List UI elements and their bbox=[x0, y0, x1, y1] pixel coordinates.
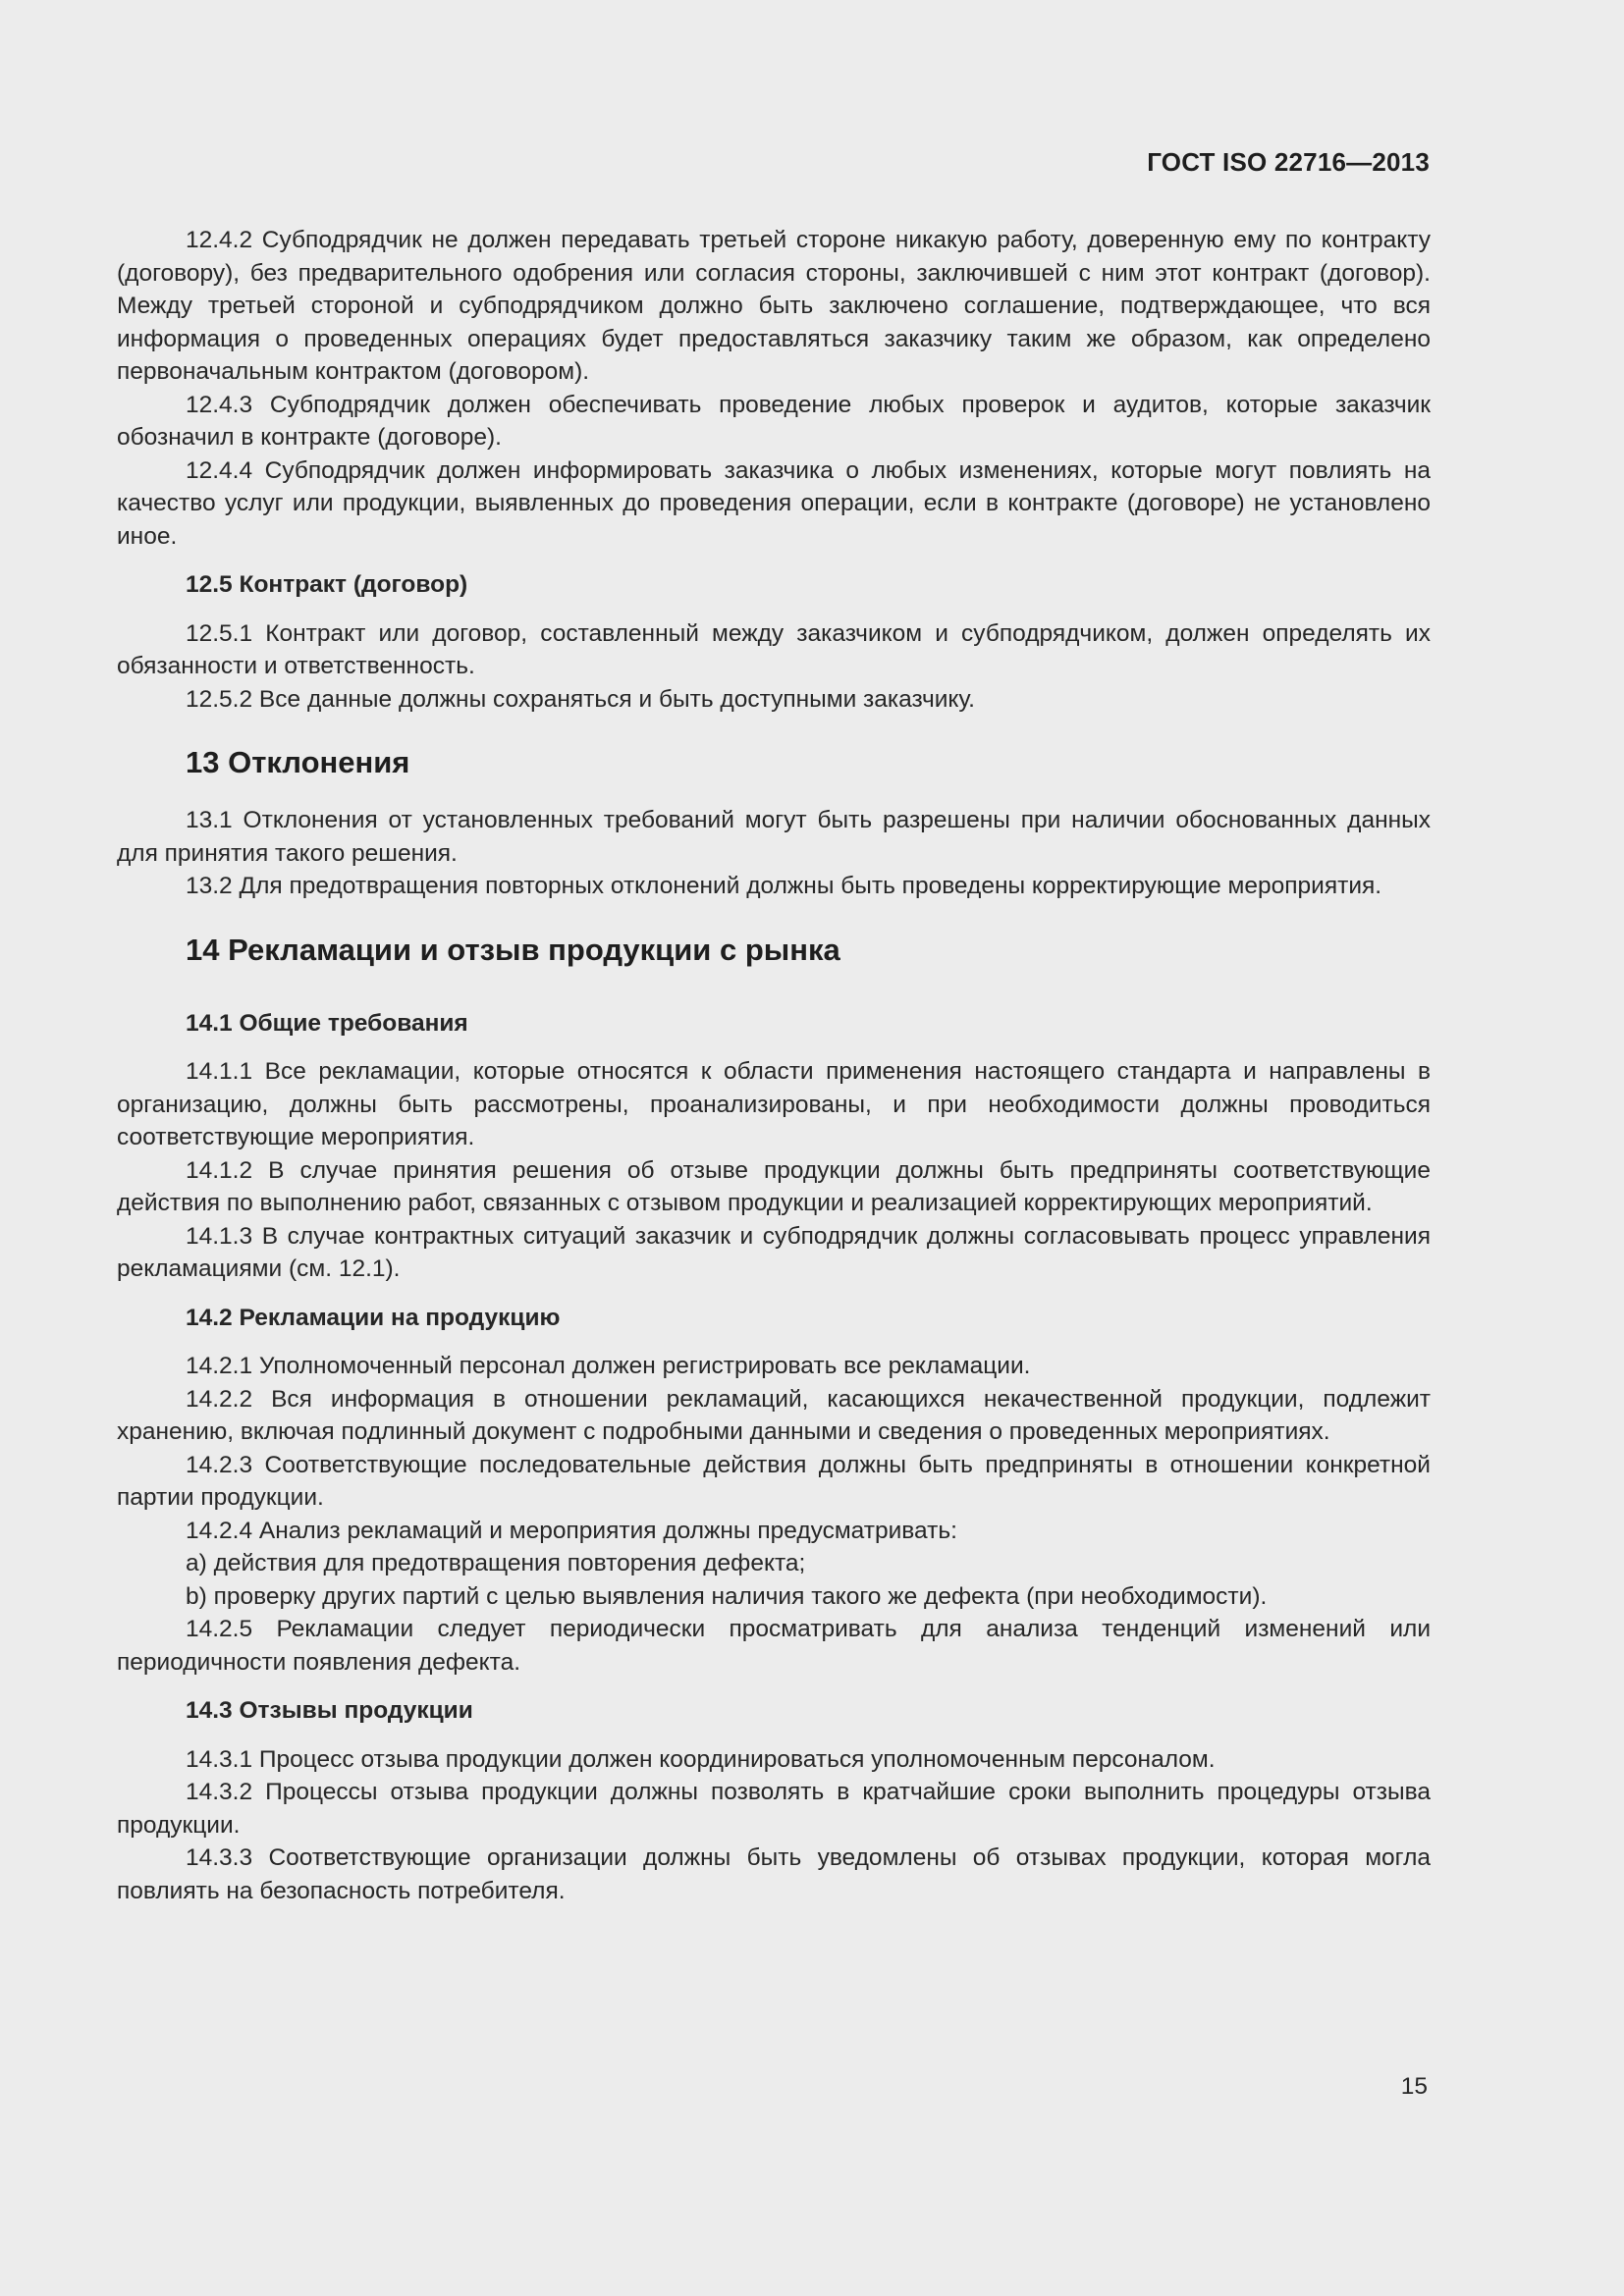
paragraph-14-2-5: 14.2.5 Рекламации следует периодически просматривать для анализа тенденций изменений или периодичности появления дефекта. bbox=[117, 1616, 1431, 1676]
paragraph-13-2: 13.2 Для предотвращения повторных отклонений должны быть проведены корректирующие мероприятия. bbox=[186, 873, 1382, 899]
paragraph-13-1: 13.1 Отклонения от установленных требований могут быть разрешены при наличии обоснованных данных для принятия такого решения. bbox=[117, 807, 1431, 867]
list-item-a: a) действия для предотвращения повторения дефекта; bbox=[186, 1550, 806, 1576]
heading-13: 13 Отклонения bbox=[186, 745, 410, 779]
paragraph-14-1-3: 14.1.3 В случае контрактных ситуаций заказчик и субподрядчик должны согласовывать процесс управления рекламациями (см. 12.1). bbox=[117, 1222, 1431, 1282]
heading-14: 14 Рекламации и отзыв продукции с рынка bbox=[186, 932, 840, 967]
heading-14-1: 14.1 Общие требования bbox=[186, 1009, 468, 1037]
heading-14-3: 14.3 Отзывы продукции bbox=[186, 1697, 473, 1724]
paragraph-14-1-1: 14.1.1 Все рекламации, которые относятся к области применения настоящего стандарта и направлены в организацию, должны быть рассмотрены, проанализированы, и при необходимости должны проводиться соответствующие мероприятия. bbox=[117, 1058, 1431, 1150]
paragraph-14-2-2: 14.2.2 Вся информация в отношении рекламаций, касающихся некачественной продукции, подлежит хранению, включая подлинный документ с подробными данными и сведения о проведенных мероприятиях. bbox=[117, 1385, 1431, 1445]
paragraph-14-3-3: 14.3.3 Соответствующие организации должны быть уведомлены об отзывах продукции, которая могла повлиять на безопасность потребителя. bbox=[117, 1844, 1431, 1904]
paragraph-12-5-1: 12.5.1 Контракт или договор, составленный между заказчиком и субподрядчиком, должен определять их обязанности и ответственность. bbox=[117, 619, 1431, 679]
paragraph-14-1-2: 14.1.2 В случае принятия решения об отзыве продукции должны быть предприняты соответствующие действия по выполнению работ, связанных с отзывом продукции и реализацией корректирующих мероприятий. bbox=[117, 1156, 1431, 1216]
heading-12-5: 12.5 Контракт (договор) bbox=[186, 571, 468, 598]
paragraph-12-4-4: 12.4.4 Субподрядчик должен информировать заказчика о любых изменениях, которые могут повлиять на качество услуг или продукции, выявленных до проведения операции, если в контракте (договоре) не установлено иное. bbox=[117, 456, 1431, 550]
document-header: ГОСТ ISO 22716—2013 bbox=[1147, 147, 1430, 177]
paragraph-12-4-2: 12.4.2 Субподрядчик не должен передавать третьей стороне никакую работу, доверенную ему по контракту (договору), без предварительного одобрения или согласия стороны, заключившей с ним этот контракт (договор). Между третьей стороной и субподрядчиком должно быть заключено соглашение, подтверждающее, что вся информация о проведенных операциях будет предоставляться заказчику таким же образом, как определено первоначальным контрактом (договором). bbox=[117, 227, 1431, 385]
list-item-b: b) проверку других партий с целью выявления наличия такого же дефекта (при необходимости). bbox=[186, 1582, 1268, 1610]
paragraph-14-3-1: 14.3.1 Процесс отзыва продукции должен координироваться уполномоченным персоналом. bbox=[186, 1745, 1216, 1773]
paragraph-14-2-3: 14.2.3 Соответствующие последовательные действия должны быть предприняты в отношении конкретной партии продукции. bbox=[117, 1451, 1431, 1511]
paragraph-14-2-4: 14.2.4 Анализ рекламаций и мероприятия должны предусматривать: bbox=[186, 1517, 957, 1544]
paragraph-14-2-1: 14.2.1 Уполномоченный персонал должен регистрировать все рекламации. bbox=[186, 1353, 1031, 1379]
document-body bbox=[117, 224, 1431, 1907]
paragraph-12-5-2: 12.5.2 Все данные должны сохраняться и быть доступными заказчику. bbox=[186, 685, 975, 713]
page-number: 15 bbox=[1400, 2073, 1428, 2100]
heading-14-2: 14.2 Рекламации на продукцию bbox=[186, 1304, 561, 1331]
paragraph-12-4-3: 12.4.3 Субподрядчик должен обеспечивать проведение любых проверок и аудитов, которые заказчик обозначил в контракте (договоре). bbox=[117, 391, 1431, 451]
paragraph-14-3-2: 14.3.2 Процессы отзыва продукции должны позволять в кратчайшие сроки выполнить процедуры отзыва продукции. bbox=[117, 1779, 1431, 1839]
